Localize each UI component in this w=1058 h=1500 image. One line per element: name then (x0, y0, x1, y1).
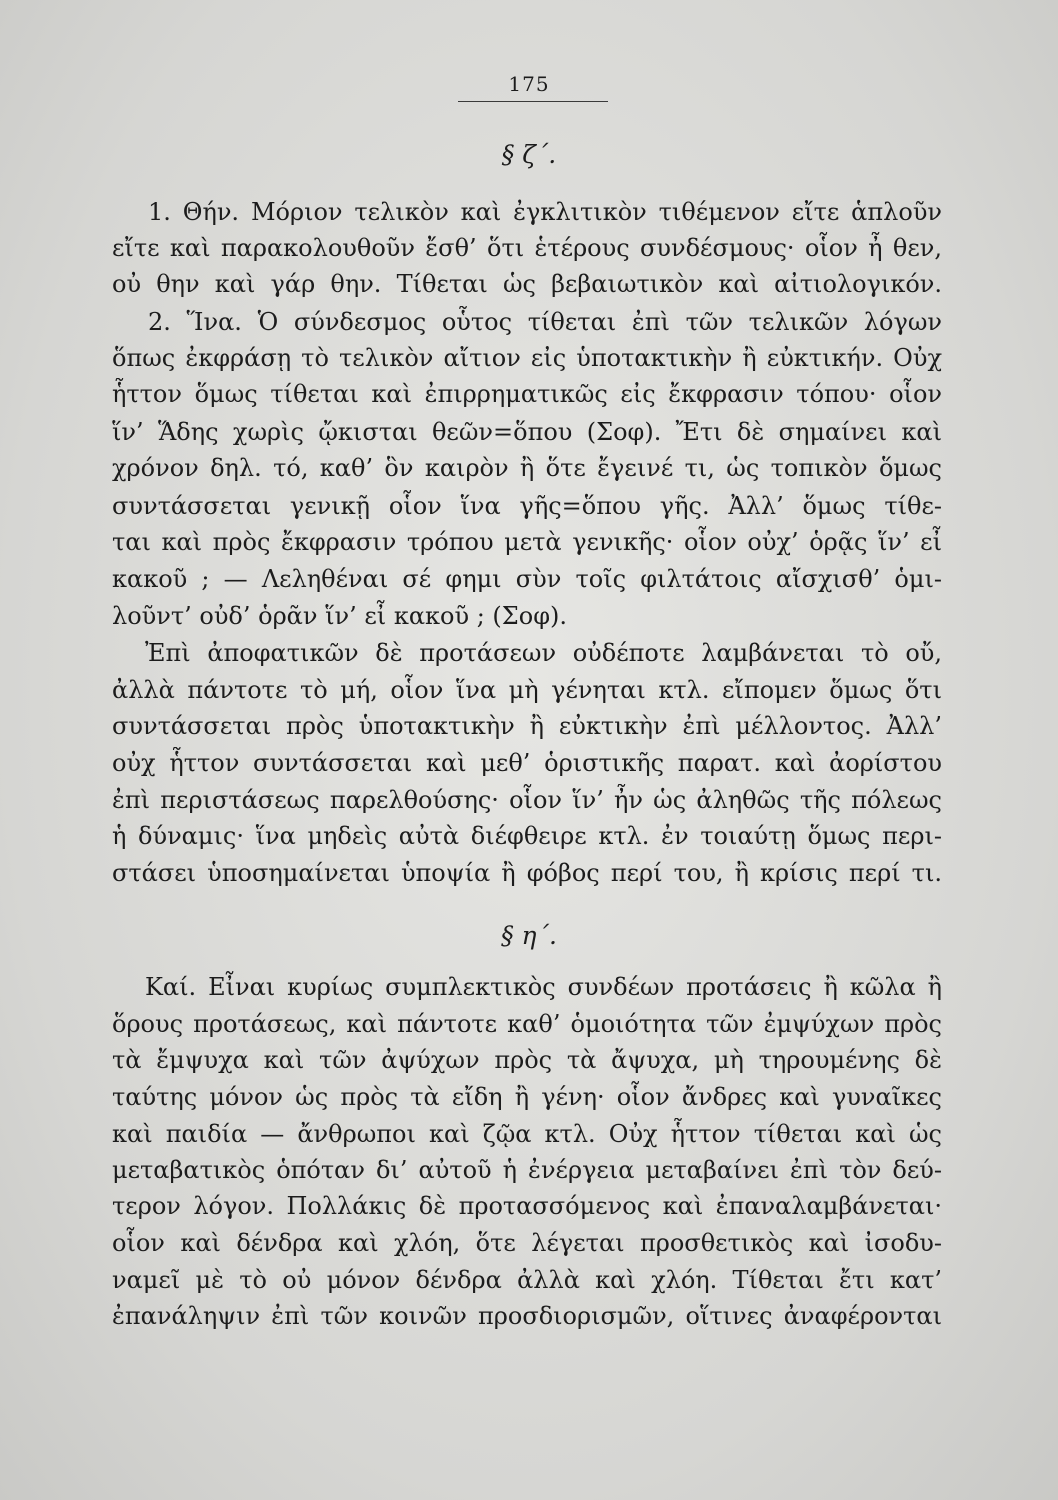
text-line: οὐ θην καὶ γάρ θην. Τίθεται ὡς βεβαιωτικὸν καὶ αἰτιολογικόν. (112, 270, 942, 298)
text-line: ἐπὶ περιστάσεως παρελθούσης· οἷον ἵν’ ἦν ὡς ἀληθῶς τῆς πόλεως (112, 786, 942, 814)
text-line: 1. Θήν. Μόριον τελικὸν καὶ ἐγκλιτικὸν τιθέμενον εἴτε ἁπλοῦν (148, 198, 942, 226)
text-line: ταύτης μόνον ὡς πρὸς τὰ εἴδη ἢ γένη· οἷον ἄνδρες καὶ γυναῖκες (112, 1083, 942, 1111)
text-line: οὐχ ἧττον συντάσσεται καὶ μεθ’ ὁριστικῆς παρατ. καὶ ἀορίστου (112, 749, 942, 777)
text-line: λοῦντ’ οὐδ’ ὁρᾶν ἵν’ εἶ κακοῦ ; (Σοφ). (112, 602, 568, 630)
text-line: μεταβατικὸς ὁπόταν δι’ αὐτοῦ ἡ ἐνέργεια μεταβαίνει ἐπὶ τὸν δεύ- (112, 1156, 942, 1184)
text-line: χρόνον δηλ. τό, καθ’ ὃν καιρὸν ἢ ὅτε ἔγεινέ τι, ὡς τοπικὸν ὅμως (112, 454, 942, 482)
text-line: ὅρους προτάσεως, καὶ πάντοτε καθ’ ὁμοιότητα τῶν ἐμψύχων πρὸς (112, 1010, 942, 1038)
header-rule (458, 101, 608, 102)
text-line: συντάσσεται πρὸς ὑποτακτικὴν ἢ εὐκτικὴν ἐπὶ μέλλοντος. Ἀλλ’ (112, 712, 942, 740)
text-line: 2. Ἵνα. Ὁ σύνδεσμος οὗτος τίθεται ἐπὶ τῶν τελικῶν λόγων (148, 308, 942, 336)
text-line: Ἐπὶ ἀποφατικῶν δὲ προτάσεων οὐδέποτε λαμβάνεται τὸ οὔ, (145, 639, 942, 667)
text-line: ἵν’ Ἅδης χωρὶς ᾤκισται θεῶν=ὅπου (Σοφ). Ἔτι δὲ σημαίνει καὶ (112, 418, 942, 446)
text-line: Καί. Εἶναι κυρίως συμπλεκτικὸς συνδέων προτάσεις ἢ κῶλα ἢ (145, 973, 942, 1001)
text-line: κακοῦ ; — Λεληθέναι σέ φημι σὺν τοῖς φιλτάτοις αἴσχισθ’ ὁμι- (112, 565, 942, 593)
text-line: καὶ παιδία — ἄνθρωποι καὶ ζῷα κτλ. Οὐχ ἧττον τίθεται καὶ ὡς (112, 1120, 942, 1148)
text-line: ναμεῖ μὲ τὸ οὐ μόνον δένδρα ἀλλὰ καὶ χλόη. Τίθεται ἔτι κατ’ (112, 1266, 942, 1294)
section-heading-eta: § η΄. (501, 921, 557, 950)
text-line: εἴτε καὶ παρακολουθοῦν ἔσθ’ ὅτι ἑτέρους συνδέσμους· οἷον ἦ θεν, (112, 234, 942, 262)
text-line: τὰ ἔμψυχα καὶ τῶν ἀψύχων πρὸς τὰ ἄψυχα, μὴ τηρουμένης δὲ (112, 1046, 942, 1074)
page-number: 175 (508, 72, 550, 96)
text-line: τερον λόγον. Πολλάκις δὲ προτασσόμενος καὶ ἐπαναλαμβάνεται· (112, 1192, 942, 1220)
text-line: ἐπανάληψιν ἐπὶ τῶν κοινῶν προσδιορισμῶν, οἵτινες ἀναφέρονται (112, 1302, 942, 1330)
text-line: συντάσσεται γενικῇ οἷον ἵνα γῆς=ὅπου γῆς. Ἀλλ’ ὅμως τίθε- (112, 492, 942, 520)
text-line: ἀλλὰ πάντοτε τὸ μή, οἷον ἵνα μὴ γένηται κτλ. εἴπομεν ὅμως ὅτι (112, 676, 942, 704)
text-line: ἡ δύναμις· ἵνα μηδεὶς αὐτὰ διέφθειρε κτλ. ἐν τοιαύτῃ ὅμως περι- (112, 822, 942, 850)
text-line: οἷον καὶ δένδρα καὶ χλόη, ὅτε λέγεται προσθετικὸς καὶ ἰσοδυ- (112, 1229, 942, 1257)
text-line: ἧττον ὅμως τίθεται καὶ ἐπιρρηματικῶς εἰς ἔκφρασιν τόπου· οἷον (112, 380, 942, 408)
text-line: ὅπως ἐκφράσῃ τὸ τελικὸν αἴτιον εἰς ὑποτακτικὴν ἢ εὐκτικήν. Οὐχ (112, 344, 942, 372)
text-line: στάσει ὑποσημαίνεται ὑποψία ἢ φόβος περί του, ἢ κρίσις περί τι. (112, 859, 942, 887)
text-line: ται καὶ πρὸς ἔκφρασιν τρόπου μετὰ γενικῆς· οἷον οὐχ’ ὁρᾷς ἵν’ εἶ (112, 528, 942, 556)
section-heading-zeta: § ζ΄. (501, 140, 557, 169)
